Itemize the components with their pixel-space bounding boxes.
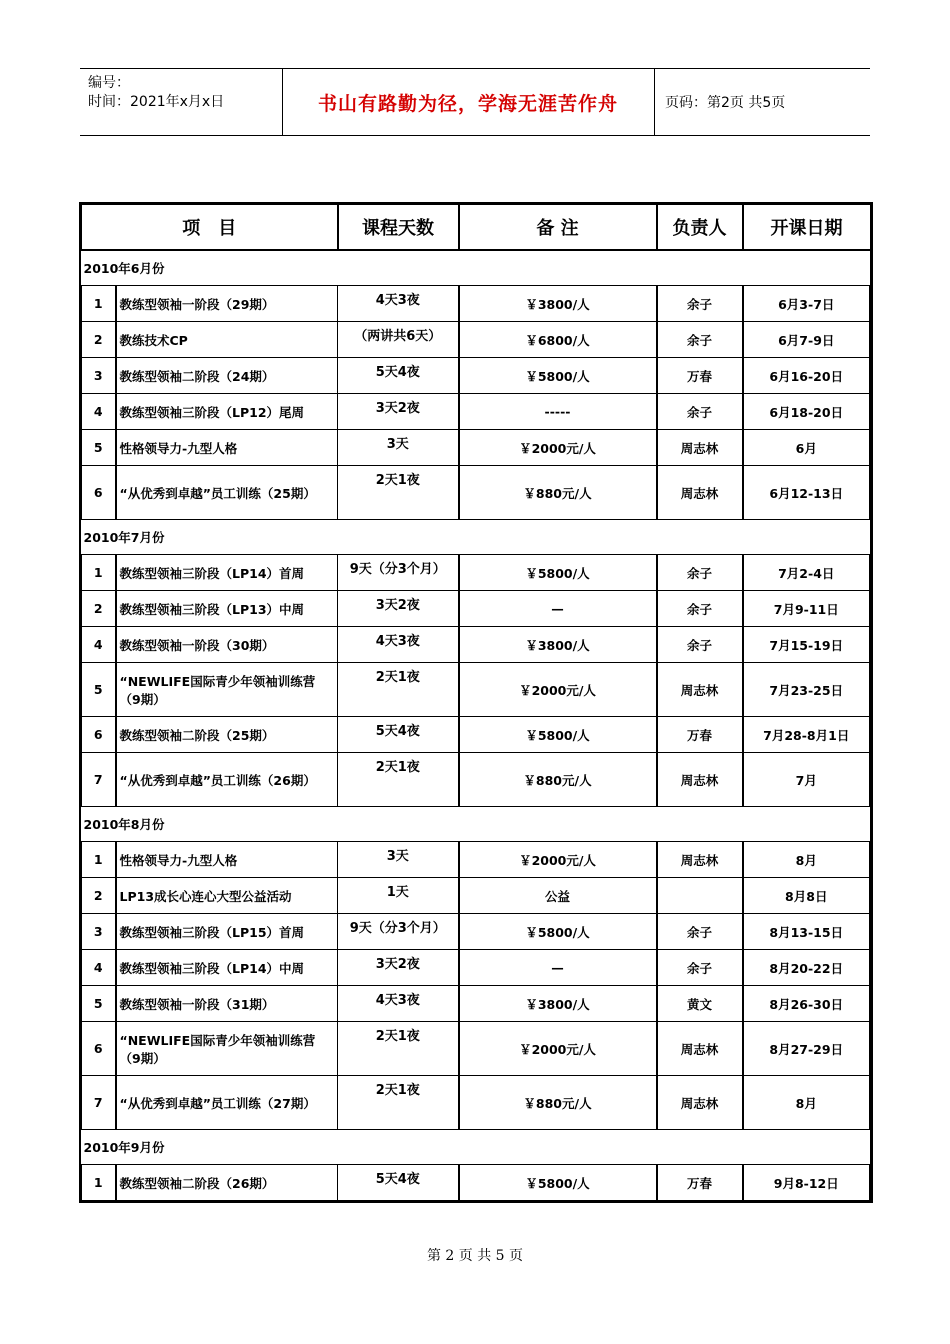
course-note: ￥3800/人: [459, 986, 657, 1022]
course-name: 教练型领袖三阶段（LP12）尾周: [116, 394, 338, 430]
table-row: [82, 591, 870, 627]
course-date: 8月: [743, 842, 870, 878]
row-number: 1: [82, 842, 116, 878]
section-title: 2010年9月份: [82, 1130, 870, 1165]
section-header-row: [82, 250, 870, 286]
course-days: 9天（分3个月）: [338, 914, 459, 950]
course-owner: 余子: [657, 950, 743, 986]
course-owner: 周志林: [657, 663, 743, 717]
table-row: [82, 663, 870, 717]
section-title: 2010年6月份: [82, 250, 870, 286]
section-header-row: [82, 1130, 870, 1165]
course-days: 2天1夜: [338, 753, 459, 807]
table-row: [82, 322, 870, 358]
course-date: 6月16-20日: [743, 358, 870, 394]
row-number: 6: [82, 1022, 116, 1076]
table-row: [82, 466, 870, 520]
table-row: [82, 430, 870, 466]
document-time-label: 时间：2021年x月x日: [88, 94, 225, 110]
row-number: 3: [82, 914, 116, 950]
row-number: 2: [82, 878, 116, 914]
course-owner: [657, 878, 743, 914]
course-owner: 余子: [657, 555, 743, 591]
row-number: 5: [82, 986, 116, 1022]
course-owner: 周志林: [657, 430, 743, 466]
course-name: 教练型领袖一阶段（30期）: [116, 627, 338, 663]
row-number: 6: [82, 466, 116, 520]
course-days: （两讲共6天）: [338, 322, 459, 358]
course-owner: 余子: [657, 322, 743, 358]
course-note: ￥5800/人: [459, 555, 657, 591]
row-number: 1: [82, 286, 116, 322]
course-name: “从优秀到卓越”员工训练（26期）: [116, 753, 338, 807]
course-note: —: [459, 591, 657, 627]
course-days: 3天: [338, 842, 459, 878]
row-number: 3: [82, 358, 116, 394]
course-date: 7月28-8月1日: [743, 717, 870, 753]
course-date: 6月18-20日: [743, 394, 870, 430]
document-code-label: 编号：: [88, 75, 130, 91]
column-header-project: 项 目: [82, 205, 338, 251]
course-name: “NEWLIFE国际青少年领袖训练营（9期）: [116, 663, 338, 717]
course-owner: 余子: [657, 591, 743, 627]
section-title: 2010年7月份: [82, 520, 870, 555]
table-row: [82, 1076, 870, 1130]
course-date: 8月26-30日: [743, 986, 870, 1022]
course-name: 教练型领袖一阶段（29期）: [116, 286, 338, 322]
course-date: 6月: [743, 430, 870, 466]
course-date: 7月15-19日: [743, 627, 870, 663]
course-note: ￥3800/人: [459, 627, 657, 663]
course-note: ￥2000元/人: [459, 430, 657, 466]
course-days: 5天4夜: [338, 358, 459, 394]
course-owner: 周志林: [657, 842, 743, 878]
table-row: [82, 627, 870, 663]
row-number: 4: [82, 950, 116, 986]
table-row: [82, 555, 870, 591]
course-name: 教练型领袖三阶段（LP13）中周: [116, 591, 338, 627]
course-owner: 余子: [657, 394, 743, 430]
course-owner: 余子: [657, 286, 743, 322]
course-schedule-table: [79, 202, 873, 1203]
page-header: [80, 68, 870, 136]
table-row: [82, 1165, 870, 1201]
table-row: [82, 753, 870, 807]
course-days: 5天4夜: [338, 717, 459, 753]
table-row: [82, 986, 870, 1022]
course-owner: 余子: [657, 914, 743, 950]
header-page-info: 页码：第2页 共5页: [665, 95, 786, 111]
header-meta-cell: [80, 69, 283, 135]
course-note: ￥2000元/人: [459, 1022, 657, 1076]
course-date: 8月20-22日: [743, 950, 870, 986]
row-number: 7: [82, 753, 116, 807]
course-note: ￥5800/人: [459, 717, 657, 753]
course-owner: 万春: [657, 717, 743, 753]
course-days: 9天（分3个月）: [338, 555, 459, 591]
page-footer: 第 2 页 共 5 页: [426, 1248, 524, 1264]
course-note: ￥2000元/人: [459, 663, 657, 717]
course-note: ￥5800/人: [459, 914, 657, 950]
course-name: 教练型领袖三阶段（LP14）中周: [116, 950, 338, 986]
course-note: ￥5800/人: [459, 1165, 657, 1201]
course-name: 教练型领袖三阶段（LP15）首周: [116, 914, 338, 950]
table-row: [82, 1022, 870, 1076]
course-note: ￥5800/人: [459, 358, 657, 394]
row-number: 5: [82, 430, 116, 466]
course-name: 教练型领袖一阶段（31期）: [116, 986, 338, 1022]
course-days: 2天1夜: [338, 1076, 459, 1130]
header-motto-cell: [282, 69, 655, 135]
course-name: “从优秀到卓越”员工训练（27期）: [116, 1076, 338, 1130]
column-header-days: 课程天数: [338, 205, 459, 251]
course-owner: 周志林: [657, 753, 743, 807]
course-date: 7月: [743, 753, 870, 807]
course-name: LP13成长心连心大型公益活动: [116, 878, 338, 914]
course-name: “从优秀到卓越”员工训练（25期）: [116, 466, 338, 520]
table-row: [82, 394, 870, 430]
course-date: 8月13-15日: [743, 914, 870, 950]
course-note: ￥880元/人: [459, 466, 657, 520]
course-days: 4天3夜: [338, 627, 459, 663]
table-header-row: [82, 205, 870, 251]
course-days: 2天1夜: [338, 663, 459, 717]
row-number: 7: [82, 1076, 116, 1130]
row-number: 4: [82, 394, 116, 430]
row-number: 5: [82, 663, 116, 717]
course-days: 1天: [338, 878, 459, 914]
course-days: 2天1夜: [338, 466, 459, 520]
row-number: 2: [82, 591, 116, 627]
course-days: 3天2夜: [338, 394, 459, 430]
row-number: 6: [82, 717, 116, 753]
course-date: 8月: [743, 1076, 870, 1130]
course-name: 性格领导力-九型人格: [116, 430, 338, 466]
course-name: 教练型领袖二阶段（26期）: [116, 1165, 338, 1201]
course-days: 4天3夜: [338, 286, 459, 322]
course-note: ￥6800/人: [459, 322, 657, 358]
course-days: 3天2夜: [338, 591, 459, 627]
course-owner: 周志林: [657, 1022, 743, 1076]
course-owner: 周志林: [657, 1076, 743, 1130]
course-date: 7月23-25日: [743, 663, 870, 717]
section-title: 2010年8月份: [82, 807, 870, 842]
course-name: 性格领导力-九型人格: [116, 842, 338, 878]
course-note: ￥2000元/人: [459, 842, 657, 878]
section-header-row: [82, 807, 870, 842]
section-header-row: [82, 520, 870, 555]
row-number: 1: [82, 555, 116, 591]
table-row: [82, 914, 870, 950]
table-row: [82, 286, 870, 322]
course-note: ￥880元/人: [459, 1076, 657, 1130]
course-owner: 周志林: [657, 466, 743, 520]
header-motto: 书山有路勤为径，学海无涯苦作舟: [317, 92, 618, 115]
table-row: [82, 950, 870, 986]
course-date: 7月9-11日: [743, 591, 870, 627]
table-row: [82, 842, 870, 878]
column-header-note: 备 注: [459, 205, 657, 251]
course-note: -----: [459, 394, 657, 430]
course-date: 8月8日: [743, 878, 870, 914]
course-date: 8月27-29日: [743, 1022, 870, 1076]
course-date: 6月7-9日: [743, 322, 870, 358]
course-note: ￥880元/人: [459, 753, 657, 807]
row-number: 1: [82, 1165, 116, 1201]
course-owner: 万春: [657, 1165, 743, 1201]
course-name: 教练型领袖二阶段（25期）: [116, 717, 338, 753]
course-days: 3天2夜: [338, 950, 459, 986]
course-name: 教练型领袖二阶段（24期）: [116, 358, 338, 394]
course-note: —: [459, 950, 657, 986]
course-days: 2天1夜: [338, 1022, 459, 1076]
course-date: 9月8-12日: [743, 1165, 870, 1201]
course-days: 3天: [338, 430, 459, 466]
table-body: [82, 250, 870, 1201]
table-row: [82, 358, 870, 394]
course-name: “NEWLIFE国际青少年领袖训练营（9期）: [116, 1022, 338, 1076]
column-header-date: 开课日期: [743, 205, 870, 251]
table-row: [82, 878, 870, 914]
course-date: 7月2-4日: [743, 555, 870, 591]
header-page-cell: [655, 69, 870, 135]
course-name: 教练型领袖三阶段（LP14）首周: [116, 555, 338, 591]
course-owner: 黄文: [657, 986, 743, 1022]
course-days: 5天4夜: [338, 1165, 459, 1201]
course-note: ￥3800/人: [459, 286, 657, 322]
course-note: 公益: [459, 878, 657, 914]
column-header-owner: 负责人: [657, 205, 743, 251]
course-days: 4天3夜: [338, 986, 459, 1022]
course-date: 6月12-13日: [743, 466, 870, 520]
row-number: 2: [82, 322, 116, 358]
row-number: 4: [82, 627, 116, 663]
table-row: [82, 717, 870, 753]
course-owner: 万春: [657, 358, 743, 394]
course-date: 6月3-7日: [743, 286, 870, 322]
course-owner: 余子: [657, 627, 743, 663]
course-name: 教练技术CP: [116, 322, 338, 358]
